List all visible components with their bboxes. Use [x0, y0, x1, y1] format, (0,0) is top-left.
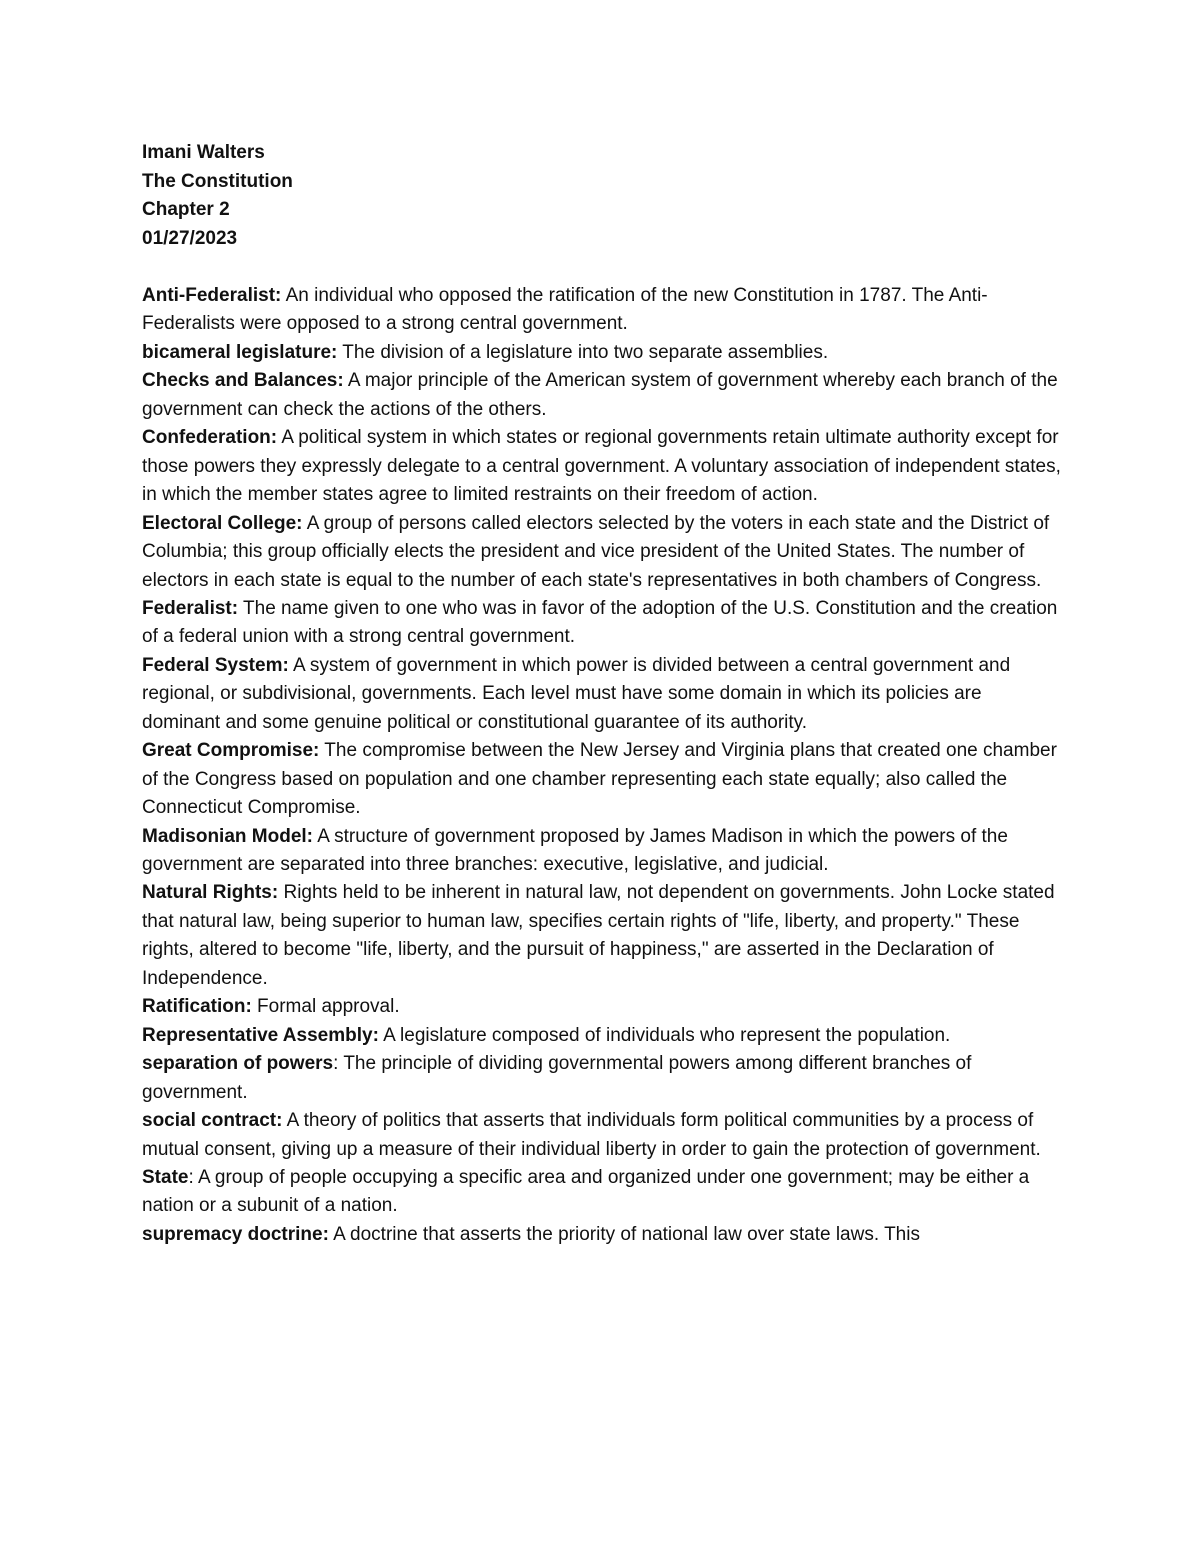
- glossary-definition: Rights held to be inherent in natural law, not dependent on governments. John Locke stated that natural law, being superior to human law, specifies certain rights of "life, liberty, and property." These rights, altered to become "life, liberty, and the pursuit of happiness," are asserted in the Declaration of Independence.: [142, 882, 1055, 989]
- glossary-entry-federal-system: [142, 652, 1062, 737]
- glossary-term: Confederation:: [142, 427, 278, 449]
- glossary-term: Great Compromise:: [142, 740, 320, 762]
- glossary-entry-madisonian-model: [142, 823, 1062, 880]
- glossary-entry-confederation: [142, 424, 1062, 509]
- glossary-definition: A major principle of the American system of government whereby each branch of the government can check the actions of the others.: [142, 370, 1058, 420]
- glossary-definition: A legislature composed of individuals who represent the population.: [378, 1024, 951, 1046]
- glossary-term: State: [142, 1167, 189, 1189]
- glossary-entry-great-compromise: [142, 737, 1062, 822]
- glossary-definition: A system of government in which power is divided between a central government and regional, or subdivisional, governments. Each level must have some domain in which its policies are dominant and some genuine political or constitutional guarantee of its authority.: [142, 654, 1011, 733]
- glossary-term: Natural Rights:: [142, 882, 279, 904]
- glossary-entry-federalist: [142, 595, 1062, 652]
- document-title: The Constitution: [142, 170, 293, 192]
- document-page: [142, 139, 1062, 1249]
- glossary-definition: A theory of politics that asserts that individuals form political communities by a process of mutual consent, giving up a measure of their individual liberty in order to gain the protection of government.: [142, 1110, 1041, 1160]
- glossary-term: bicameral legislature:: [142, 341, 338, 363]
- chapter-label: Chapter 2: [142, 199, 230, 221]
- glossary-definition: : The principle of dividing governmental powers among different branches of government.: [142, 1053, 972, 1103]
- glossary-entry-separation-of-powers: [142, 1050, 1062, 1107]
- glossary-definition: The compromise between the New Jersey and Virginia plans that created one chamber of the Congress based on population and one chamber representing each state equally; also called the Connecticut Compromise.: [142, 740, 1057, 819]
- glossary-term: Checks and Balances:: [142, 370, 344, 392]
- glossary-definition: A doctrine that asserts the priority of national law over state laws. This: [328, 1223, 920, 1245]
- glossary-entry-electoral-college: [142, 510, 1062, 595]
- glossary-definition: The name given to one who was in favor of the adoption of the U.S. Constitution and the creation of a federal union with a strong central government.: [142, 597, 1058, 648]
- glossary-definition: An individual who opposed the ratification of the new Constitution in 1787. The Anti-Federalists were opposed to a strong central government.: [142, 284, 988, 335]
- glossary-entry-supremacy-doctrine: [142, 1221, 1062, 1249]
- glossary-term: Federalist:: [142, 597, 239, 619]
- glossary-term: Anti-Federalist:: [142, 284, 282, 306]
- document-date: 01/27/2023: [142, 227, 238, 249]
- glossary-entry-social-contract: [142, 1107, 1062, 1164]
- glossary-list: [142, 282, 1062, 1249]
- glossary-term: Electoral College:: [142, 512, 303, 534]
- glossary-entry-natural-rights: [142, 879, 1062, 993]
- glossary-term: Ratification:: [142, 996, 252, 1018]
- glossary-term: Madisonian Model:: [142, 825, 313, 847]
- glossary-term: Representative Assembly:: [142, 1024, 379, 1046]
- glossary-term: supremacy doctrine:: [142, 1223, 329, 1245]
- glossary-term: social contract:: [142, 1110, 283, 1132]
- header-spacer: [142, 253, 1062, 282]
- author-name: Imani Walters: [142, 142, 265, 163]
- glossary-entry-representative-assembly: [142, 1022, 1062, 1050]
- glossary-definition: The division of a legislature into two separate assemblies.: [337, 341, 829, 363]
- glossary-definition: A structure of government proposed by James Madison in which the powers of the government are separated into three branches: executive, legislative, and judicial.: [142, 825, 1008, 876]
- glossary-entry-bicameral-legislature: [142, 339, 1062, 367]
- glossary-entry-anti-federalist: [142, 282, 1062, 339]
- glossary-entry-state: [142, 1164, 1062, 1221]
- glossary-term: Federal System:: [142, 654, 289, 676]
- glossary-definition: A group of persons called electors selected by the voters in each state and the District of Columbia; this group officially elects the president and vice president of the United States. The number of electors in each state is equal to the number of each state's representatives in both chambers of Congress.: [142, 512, 1050, 591]
- glossary-definition: : A group of people occupying a specific area and organized under one government; may be either a nation or a subunit of a nation.: [142, 1167, 1030, 1217]
- glossary-entry-ratification: [142, 993, 1062, 1021]
- glossary-entry-checks-and-balances: [142, 367, 1062, 424]
- glossary-definition: A political system in which states or regional governments retain ultimate authority except for those powers they expressly delegate to a central government. A voluntary association of independent states, in which the member states agree to limited restraints on their freedom of action.: [142, 427, 1061, 506]
- glossary-term: separation of powers: [142, 1053, 334, 1075]
- glossary-definition: Formal approval.: [251, 996, 400, 1018]
